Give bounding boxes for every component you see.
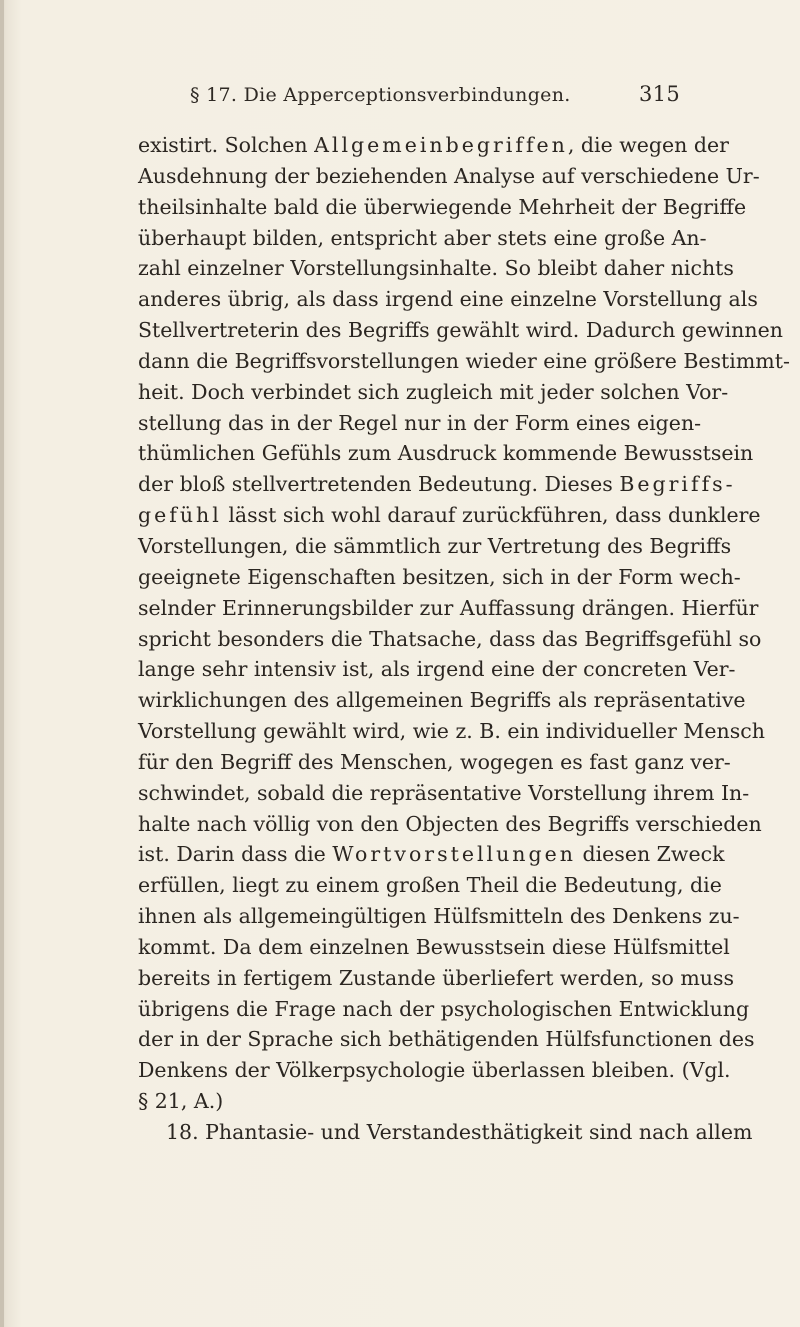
- emphasized-term: Begriffs-: [619, 472, 736, 497]
- text-run: Vorstellung gewählt wird, wie z. B. ein individueller Mensch: [138, 719, 765, 744]
- text-run: schwindet, sobald die repräsentative Vorstellung ihrem In-: [138, 780, 750, 805]
- text-run: thümlichen Gefühls zum Ausdruck kommende Bewusstsein: [138, 441, 754, 466]
- text-line: [138, 253, 734, 284]
- text-run: spricht besonders die Thatsache, dass das Begriffsgefühl so: [138, 626, 762, 651]
- emphasized-term: Wortvorstellungen: [332, 842, 576, 867]
- text-run: theilsinhalte bald die überwiegende Mehrheit der Begriffe: [138, 194, 747, 219]
- text-run: existirt. Solchen: [138, 133, 315, 157]
- text-line: [138, 593, 759, 624]
- text-run: § 21, A.): [138, 1089, 224, 1114]
- text-run: Stellvertreterin des Begriffs gewählt wird. Dadurch gewinnen: [138, 318, 783, 343]
- text-line: [138, 1055, 731, 1086]
- text-line: [138, 377, 729, 408]
- text-line: [138, 284, 758, 315]
- text-line: [138, 839, 725, 870]
- text-run: bereits in fertigem Zustande überliefert werden, so muss: [138, 965, 735, 990]
- text-run: der bloß stellvertretenden Bedeutung. Dieses: [138, 472, 620, 497]
- text-run: wirklichungen des allgemeinen Begriffs als repräsentative: [138, 688, 746, 713]
- text-line: [138, 408, 702, 439]
- text-run: anderes übrig, als dass irgend eine einzelne Vorstellung als: [138, 287, 758, 312]
- text-run: 18. Phantasie- und Verstandesthätigkeit sind nach allem: [166, 1120, 753, 1144]
- text-run: ist. Darin dass die: [138, 842, 333, 867]
- text-line: [138, 469, 736, 500]
- text-run: heit. Doch verbindet sich zugleich mit jeder solchen Vor-: [138, 379, 729, 404]
- text-run: kommt. Da dem einzelnen Bewusstsein diese Hülfsmittel: [138, 934, 730, 959]
- text-line: [138, 994, 750, 1025]
- text-line: [138, 963, 735, 994]
- text-line: [138, 1024, 755, 1055]
- text-line: [138, 778, 750, 809]
- text-run: lässt sich wohl darauf zurückführen, dass dunklere: [221, 503, 761, 528]
- emphasized-term: gefühl: [138, 503, 222, 528]
- text-line: [138, 192, 747, 223]
- text-line: [138, 161, 760, 192]
- text-line: [138, 1086, 686, 1117]
- text-line: [138, 130, 729, 161]
- text-run: stellung das in der Regel nur in der Form eines eigen-: [138, 410, 702, 435]
- text-run: für den Begriff des Menschen, wogegen es fast ganz ver-: [138, 749, 731, 774]
- text-line: [138, 1117, 753, 1148]
- text-run: selnder Erinnerungsbilder zur Auffassung drängen. Hierfür: [138, 595, 759, 620]
- text-run: überhaupt bilden, entspricht aber stets eine große An-: [138, 225, 707, 250]
- running-header: [190, 82, 680, 110]
- page-binding-edge: [0, 0, 4, 1327]
- text-line: [138, 716, 765, 747]
- text-run: geeignete Eigenschaften besitzen, sich in der Form wech-: [138, 564, 741, 589]
- text-line: [138, 870, 722, 901]
- text-run: Vorstellungen, die sämmtlich zur Vertretung des Begriffs: [138, 533, 732, 558]
- text-run: erfüllen, liegt zu einem großen Theil die Bedeutung, die: [138, 873, 722, 898]
- text-line: [138, 531, 732, 562]
- text-run: halte nach völlig von den Objecten des Begriffs verschieden: [138, 811, 762, 836]
- text-line: [138, 654, 736, 685]
- text-run: ihnen als allgemeingültigen Hülfsmitteln des Denkens zu-: [138, 904, 740, 929]
- text-line: [138, 562, 741, 593]
- text-line: [138, 685, 746, 716]
- page-number: 315: [639, 82, 680, 106]
- text-run: der in der Sprache sich bethätigenden Hülfsfunctionen des: [138, 1027, 755, 1052]
- text-line: [138, 438, 754, 469]
- text-line: [138, 747, 731, 778]
- text-line: [138, 315, 783, 346]
- text-line: [138, 624, 762, 655]
- text-line: [138, 809, 762, 840]
- text-line: [138, 223, 707, 254]
- text-run: übrigens die Frage nach der psychologischen Entwicklung: [138, 996, 750, 1021]
- text-line: [138, 346, 790, 377]
- text-run: , die wegen der: [567, 133, 729, 157]
- body-text: [138, 130, 790, 1148]
- section-title: § 17. Die Apperceptionsverbindungen.: [190, 84, 571, 106]
- text-run: Ausdehnung der beziehenden Analyse auf verschiedene Ur-: [138, 163, 760, 188]
- text-line: [138, 901, 740, 932]
- emphasized-term: Allgemeinbegriffen: [314, 133, 568, 157]
- text-run: diesen Zweck: [575, 842, 725, 867]
- text-run: dann die Begriffsvorstellungen wieder eine größere Bestimmt-: [138, 348, 790, 373]
- text-run: Denkens der Völkerpsychologie überlassen bleiben. (Vgl.: [138, 1058, 731, 1083]
- text-run: lange sehr intensiv ist, als irgend eine der concreten Ver-: [138, 657, 736, 682]
- text-line: [138, 932, 730, 963]
- text-line: [138, 500, 761, 531]
- text-run: zahl einzelner Vorstellungsinhalte. So bleibt daher nichts: [138, 256, 734, 281]
